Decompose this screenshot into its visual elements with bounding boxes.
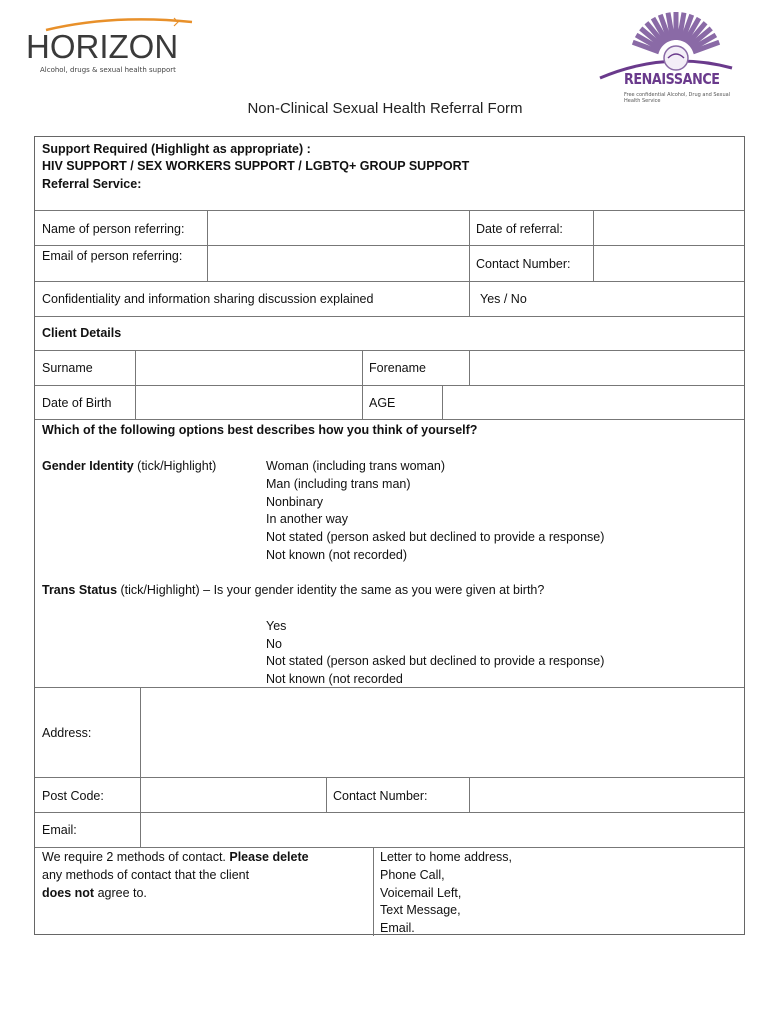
trans-option-no[interactable]: No bbox=[266, 637, 282, 651]
gender-identity-hint: (tick/Highlight) bbox=[133, 459, 217, 473]
renaissance-tagline: Free confidential Alcohol, Drug and Sexual Health Service bbox=[624, 92, 731, 104]
horizon-brand-name: HORIZON bbox=[26, 28, 179, 65]
contact-note-line3 bbox=[42, 884, 147, 902]
confidentiality-label: Confidentiality and information sharing discussion explained bbox=[42, 292, 374, 306]
referrer-contact-field[interactable] bbox=[595, 246, 743, 281]
client-email-label: Email: bbox=[42, 823, 77, 837]
dob-field[interactable] bbox=[137, 386, 361, 419]
postcode-field[interactable] bbox=[142, 778, 325, 812]
trans-status-question: (tick/Highlight) – Is your gender identity the same as you were given at birth? bbox=[117, 583, 545, 597]
gender-identity-bold: Gender Identity bbox=[42, 459, 134, 473]
address-field[interactable] bbox=[142, 688, 743, 777]
horizon-tagline: Alcohol, drugs & sexual health support bbox=[40, 66, 176, 74]
surname-label: Surname bbox=[42, 361, 93, 375]
trans-option-not-known[interactable]: Not known (not recorded bbox=[266, 672, 403, 686]
identity-question: Which of the following options best describes how you think of yourself? bbox=[42, 423, 478, 437]
gender-identity-label bbox=[42, 457, 216, 475]
client-details-title: Client Details bbox=[42, 326, 122, 340]
surname-field[interactable] bbox=[137, 351, 361, 385]
referrer-email-field[interactable] bbox=[209, 246, 468, 281]
contact-note-does-not: does not bbox=[42, 886, 95, 900]
renaissance-brand-name: RENAISSANCE bbox=[624, 70, 720, 88]
forename-label: Forename bbox=[369, 361, 426, 375]
referral-form bbox=[34, 136, 745, 935]
forename-field[interactable] bbox=[471, 351, 743, 385]
referrer-contact-label: Contact Number: bbox=[476, 257, 571, 271]
horizon-logo bbox=[26, 16, 196, 78]
gender-option-nonbinary[interactable]: Nonbinary bbox=[266, 495, 323, 509]
trans-status-label bbox=[42, 581, 544, 599]
address-label: Address: bbox=[42, 726, 92, 740]
contact-option-text[interactable]: Text Message, bbox=[380, 903, 461, 917]
contact-note-agree: agree to. bbox=[94, 886, 147, 900]
renaissance-logo bbox=[596, 10, 736, 104]
gender-option-another-way[interactable]: In another way bbox=[266, 512, 348, 526]
contact-note-line2: any methods of contact that the client bbox=[42, 868, 250, 882]
contact-note-line1 bbox=[42, 848, 309, 866]
age-field[interactable] bbox=[444, 386, 743, 419]
referrer-name-field[interactable] bbox=[209, 211, 468, 245]
gender-option-man[interactable]: Man (including trans man) bbox=[266, 477, 411, 491]
trans-option-not-stated[interactable]: Not stated (person asked but declined to provide a response) bbox=[266, 654, 605, 668]
referrer-name-label: Name of person referring: bbox=[42, 222, 185, 236]
trans-status-bold: Trans Status bbox=[42, 583, 118, 597]
gender-option-not-stated[interactable]: Not stated (person asked but declined to provide a response) bbox=[266, 530, 605, 544]
age-label: AGE bbox=[369, 396, 396, 410]
contact-option-phone[interactable]: Phone Call, bbox=[380, 868, 445, 882]
client-contact-label: Contact Number: bbox=[333, 789, 428, 803]
contact-note-please-delete: Please delete bbox=[229, 850, 309, 864]
dob-label: Date of Birth bbox=[42, 396, 112, 410]
gender-option-not-known[interactable]: Not known (not recorded) bbox=[266, 548, 408, 562]
contact-option-voicemail[interactable]: Voicemail Left, bbox=[380, 886, 462, 900]
support-required-label: Support Required (Highlight as appropriate) : bbox=[42, 142, 311, 156]
referral-date-label: Date of referral: bbox=[476, 222, 563, 236]
contact-option-letter[interactable]: Letter to home address, bbox=[380, 850, 513, 864]
gender-option-woman[interactable]: Woman (including trans woman) bbox=[266, 459, 446, 473]
trans-option-yes[interactable]: Yes bbox=[266, 619, 287, 633]
confidentiality-yes-no[interactable]: Yes / No bbox=[480, 292, 527, 306]
referral-service-label: Referral Service: bbox=[42, 177, 142, 191]
referrer-email-label: Email of person referring: bbox=[42, 249, 183, 263]
client-contact-field[interactable] bbox=[471, 778, 743, 812]
postcode-label: Post Code: bbox=[42, 789, 104, 803]
contact-option-email[interactable]: Email. bbox=[380, 921, 415, 935]
referral-date-field[interactable] bbox=[595, 211, 743, 245]
page-title: Non-Clinical Sexual Health Referral Form bbox=[247, 100, 523, 117]
client-email-field[interactable] bbox=[142, 813, 743, 847]
support-options[interactable]: HIV SUPPORT / SEX WORKERS SUPPORT / LGBTQ+ GROUP SUPPORT bbox=[42, 159, 470, 173]
contact-note-text: We require 2 methods of contact. bbox=[42, 850, 230, 864]
